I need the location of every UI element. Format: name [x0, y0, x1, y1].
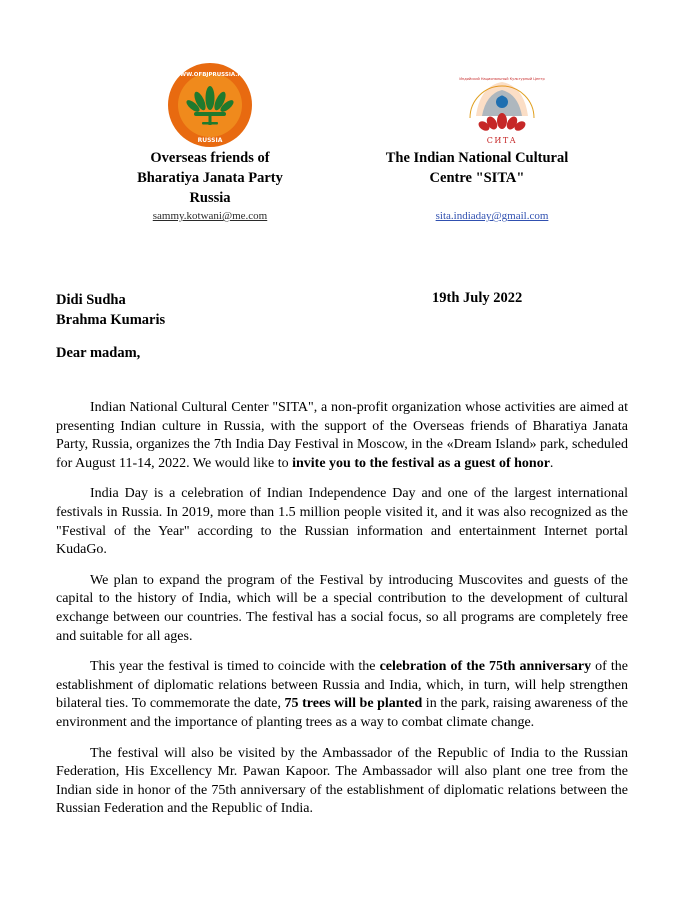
- paragraph-2: India Day is a celebration of Indian Independence Day and one of the largest international festivals in Russia. In 2019, more than 1.5 million people visited it, and it was also recognized as the "Festival of the Year" according to the Russian information and entertainment Internet portal KudaGo.: [56, 486, 628, 558]
- left-org-line1: Overseas friends of: [150, 150, 270, 166]
- right-org-line1: The Indian National Cultural: [385, 150, 569, 166]
- left-org-name: [110, 148, 310, 208]
- p1-bold: invite you to the festival as a guest of honor: [292, 455, 550, 471]
- recipient-block: [56, 290, 165, 330]
- p4-bold-a: celebration of the 75th anniversary: [379, 659, 592, 675]
- sita-logo: [458, 66, 546, 146]
- recipient-name: Didi Sudha: [56, 292, 126, 308]
- letter-body: [56, 399, 628, 831]
- left-org-line3: Russia: [189, 190, 231, 206]
- right-org-email-link[interactable]: sita.indiaday@gmail.com: [435, 210, 549, 222]
- letter-date: 19th July 2022: [432, 290, 523, 306]
- p1-end: .: [549, 455, 554, 471]
- paragraph-5: The festival will also be visited by the Ambassador of the Republic of India to the Russian Federation, His Excellency Mr. Pawan Kapoor. The Ambassador will also plant one tree from the Indian side in honor of the 75th anniversary of the establishment of diplomatic relations between the Russian Federation and the Republic of India.: [56, 745, 628, 817]
- paragraph-1: [56, 399, 628, 473]
- paragraph-3: We plan to expand the program of the Festival by introducing Muscovites and guests of the capital to the history of India, which will be a special contribution to the development of cultural exchange between our countries. The festival has a social focus, so all programs are completely free and suitable for all ages.: [56, 572, 628, 644]
- p1-text: Indian National Cultural Center "SITA", a non-profit organization whose activities are aimed at presenting Indian culture in Russia, with the support of the Overseas friends of Bharatiya Janata Party, Russia, organizes the 7th India Day Festival in Moscow, in the «Dream Island» park, scheduled for August 11-14, 2022. We would like to: [56, 400, 628, 471]
- logo-arc-text: Индийский Национальный Культурный Центр: [459, 77, 545, 81]
- p4-text-c: of the establishment of diplomatic relations between Russia and India, which, in turn, will help strengthen bilateral ties. To commemorate the date,: [56, 659, 628, 712]
- left-org-line2: Bharatiya Janata Party: [137, 170, 283, 186]
- p4-bold-b: 75 trees will be planted: [284, 696, 423, 712]
- right-org-line2: Centre "SITA": [429, 170, 525, 186]
- p4-text-a: This year the festival is timed to coincide with the: [90, 659, 380, 675]
- greeting: Dear madam,: [56, 345, 141, 361]
- right-org-name: [362, 148, 592, 188]
- logo-caption: СИТА: [486, 136, 518, 145]
- p4-text-e: in the park, raising awareness of the environment and the importance of planting trees as a way to combat climate change.: [56, 696, 628, 730]
- paragraph-4: [56, 658, 628, 732]
- recipient-org: Brahma Kumaris: [56, 312, 166, 328]
- left-org-email-link[interactable]: sammy.kotwani@me.com: [152, 210, 268, 222]
- peacock-icon: [476, 82, 528, 116]
- ofbjp-logo: [164, 62, 256, 148]
- logo-bottom-text: RUSSIA: [197, 137, 223, 144]
- logo-top-text: WWW.OFBJPRUSSIA.RU: [173, 72, 247, 78]
